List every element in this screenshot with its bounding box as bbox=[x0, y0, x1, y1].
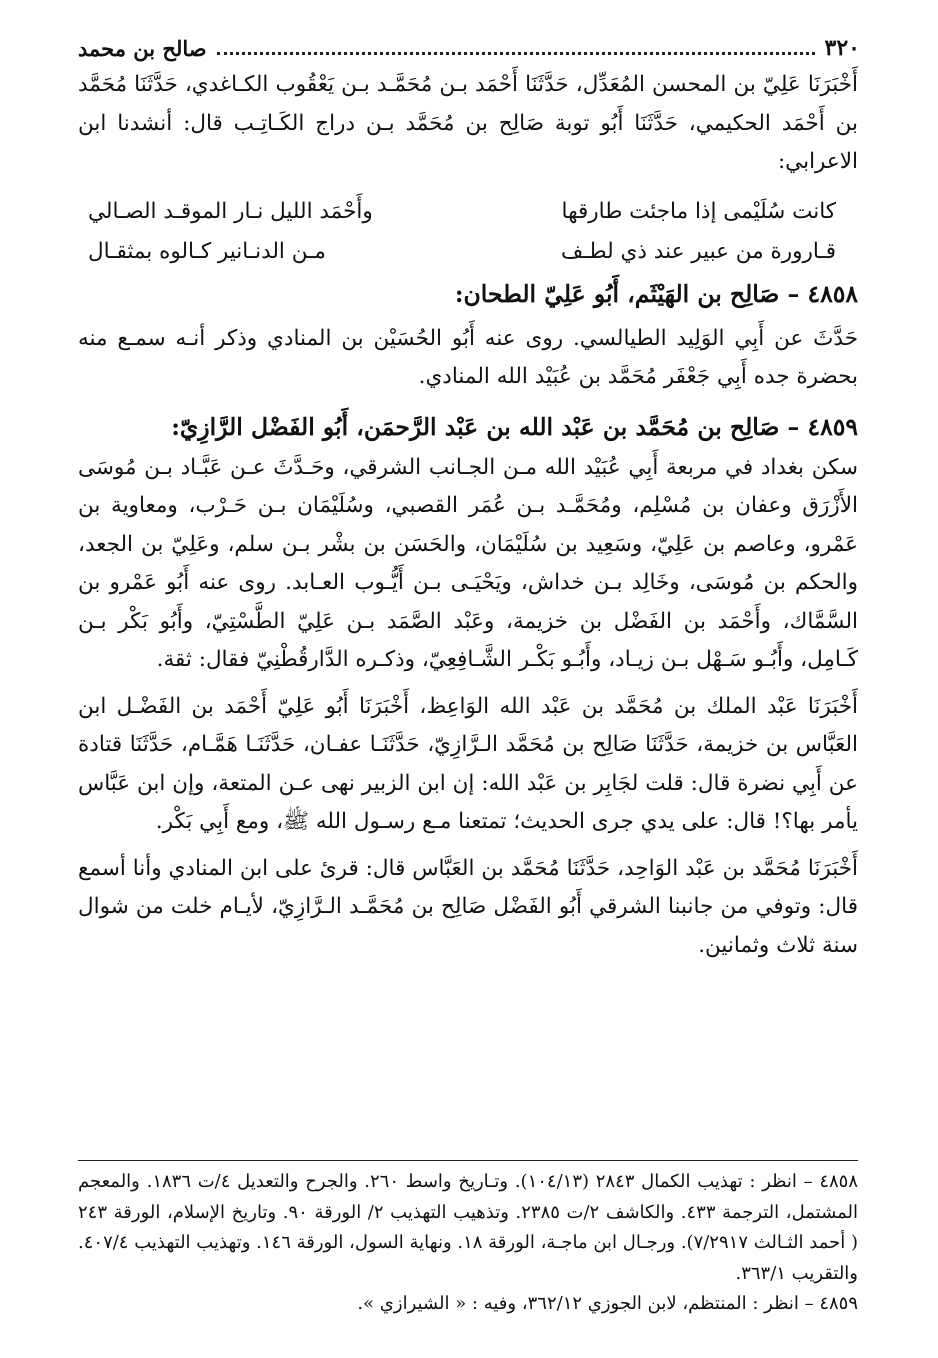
page-header bbox=[78, 30, 860, 66]
paragraph-death-date: أَخْبَرَنَا مُحَمَّد بن عَبْد الوَاحِد، حَدَّثَنَا مُحَمَّد بن العَبَّاس قال: قرئ على ابن المنادي وأنا أسمع قال: وتوفي من جانبنا الشرقي أَبُو الفَضْل صَالِح بن مُحَمَّـد الـرَّازِيّ، لأيـام خلت من شوال سنة ثلاث وثمانين. bbox=[78, 855, 858, 958]
paragraph-hadith: أَخْبَرَنَا عَبْد الملك بن مُحَمَّد بن عَبْد الله الوَاعِظ، أَخْبَرَنَا أَبُو عَلِيّ أَحْمَد بن الفَضْـل ابن العَبَّاس بن خزيمة، حَدَّثَنَا صَالِح بن مُحَمَّد الـرَّازِيّ، حَدَّثَنَـا عفـان، حَدَّثَنَـا هَمَّـام، حَدَّثَنَا قتادة عن أَبِي نضرة قال: قلت لجَابِر بن عَبْد الله: إن ابن الزبير نهى عـن المتعة، وإن ابن عَبَّاس يأمر بها؟! قال: على يدي جرى الحديث؛ تمتعنا مـع رسـول الله ﷺ، ومع أَبِي بَكْر. bbox=[78, 693, 858, 834]
paragraph-entry-4859-bio: سكن بغداد في مربعة أَبِي عُبَيْد الله مـن الجـانب الشرقي، وحَـدَّثَ عـن عَبَّـاد بـن مُوسَى الأَزْرَق وعفان بن مُسْلِم، ومُحَمَّـد بـن عُمَر القصبي، وسُلَيْمَان بـن حَـرْب، ومعاوية بن عَمْرو، وعاصم بن عَلِيّ، وسَعِيد بن سُلَيْمَان، والحَسَن بن بشْر بـن سلم، وعَلِيّ بن الجعد، والحكم بن مُوسَى، وخَالِد بـن خداش، ويَحْيَـى بـن أَيُّـوب العـابد. روى عنه أَبُو عَمْرو بن السَّمَّاك، وأَحْمَد بن الفَضْل بن خزيمة، وعَبْد الصَّمَد بـن عَلِيّ الطَّسْتِيّ، وأَبُو بَكْر بـن كَـامِل، وأَبُـو سَـهْل بـن زيـاد، وأَبُـو بَكْـر الشَّـافِعِيّ، وذكـره الدَّارقُطْنِيّ فقال: ثقة. bbox=[78, 454, 858, 672]
main-text bbox=[78, 66, 858, 965]
paragraph-isnad-poem: أَخْبَرَنَا عَلِيّ بن المحسن المُعَدِّل، حَدَّثَنَا أَحْمَد بـن مُحَمَّـد بـن يَعْقُوب الكـاغدي، حَدَّثَنَا مُحَمَّد بن أَحْمَد الحكيمي، حَدَّثَنَا أَبُو توبة صَالِح بن مُحَمَّد بـن دراج الكَـاتِـب قال: أنشدنا ابن الاعرابي: bbox=[78, 72, 858, 174]
footnote-4859: ٤٨٥٩ – انظر : المنتظم، لابن الجوزي ٣٦٢/١٢، وفيه : « الشيرازي ». bbox=[357, 1293, 858, 1314]
entry-heading-4858: ٤٨٥٨ – صَالِح بن الهَيْثَم، أَبُو عَلِيّ الطحان: bbox=[454, 279, 858, 308]
entry-heading-4859: ٤٨٥٩ – صَالِح بن مُحَمَّد بن عَبْد الله بن عَبْد الرَّحمَن، أَبُو الفَضْل الرَّازِيّ: bbox=[171, 412, 858, 441]
verse-first-hemistich: قـارورة من عبير عند ذي لطـف bbox=[560, 238, 836, 264]
running-title: صالح بن محمد bbox=[78, 35, 207, 61]
paragraph-entry-4858: حَدَّثَ عن أَبِي الوَلِيد الطيالسي. روى عنه أَبُو الحُسَيْن بن المنادي وذكر أنـه سمـع منه بحضرة جده أَبِي جَعْفَر مُحَمَّد بن عُبَيْد الله المنادي. bbox=[78, 325, 858, 389]
page-number: ٣٢٠ bbox=[824, 35, 860, 61]
poem-verse bbox=[88, 192, 836, 232]
poem bbox=[78, 192, 858, 272]
verse-first-hemistich: كانت سُلَيْمى إذا ماجئت طارقها bbox=[561, 198, 836, 224]
poem-verse bbox=[88, 232, 836, 272]
header-dotted-leader bbox=[217, 52, 815, 55]
verse-second-hemistich: مـن الدنـانير كـالوه بمثقـال bbox=[88, 238, 326, 264]
footnote-4858: ٤٨٥٨ – انظر : تهذيب الكمال ٢٨٤٣ (١٠٤/١٣). وتـاريخ واسط ٢٦٠. والجرح والتعديل ٤/ت ١٨٣٦. والمعجم المشتمل، الترجمة ٤٣٣. والكاشف ٢/ت ٢٣٨٥. وتذهيب التهذيب ٢/ الورقة ٩٠. وتاريخ الإسلام، الورقة ٢٤٣ ( أحمد الثـالث ٧/٢٩١٧). ورجـال ابن ماجـة، الورقة ١٨. ونهاية السول، الورقة ١٤٦. وتهذيب التهذيب ٤٠٧/٤. والتقريب ٣٦٣/١. bbox=[78, 1171, 859, 1284]
footnotes bbox=[78, 1160, 858, 1320]
verse-second-hemistich: وأَحْمَد الليل نـار الموقـد الصـالي bbox=[88, 198, 373, 224]
